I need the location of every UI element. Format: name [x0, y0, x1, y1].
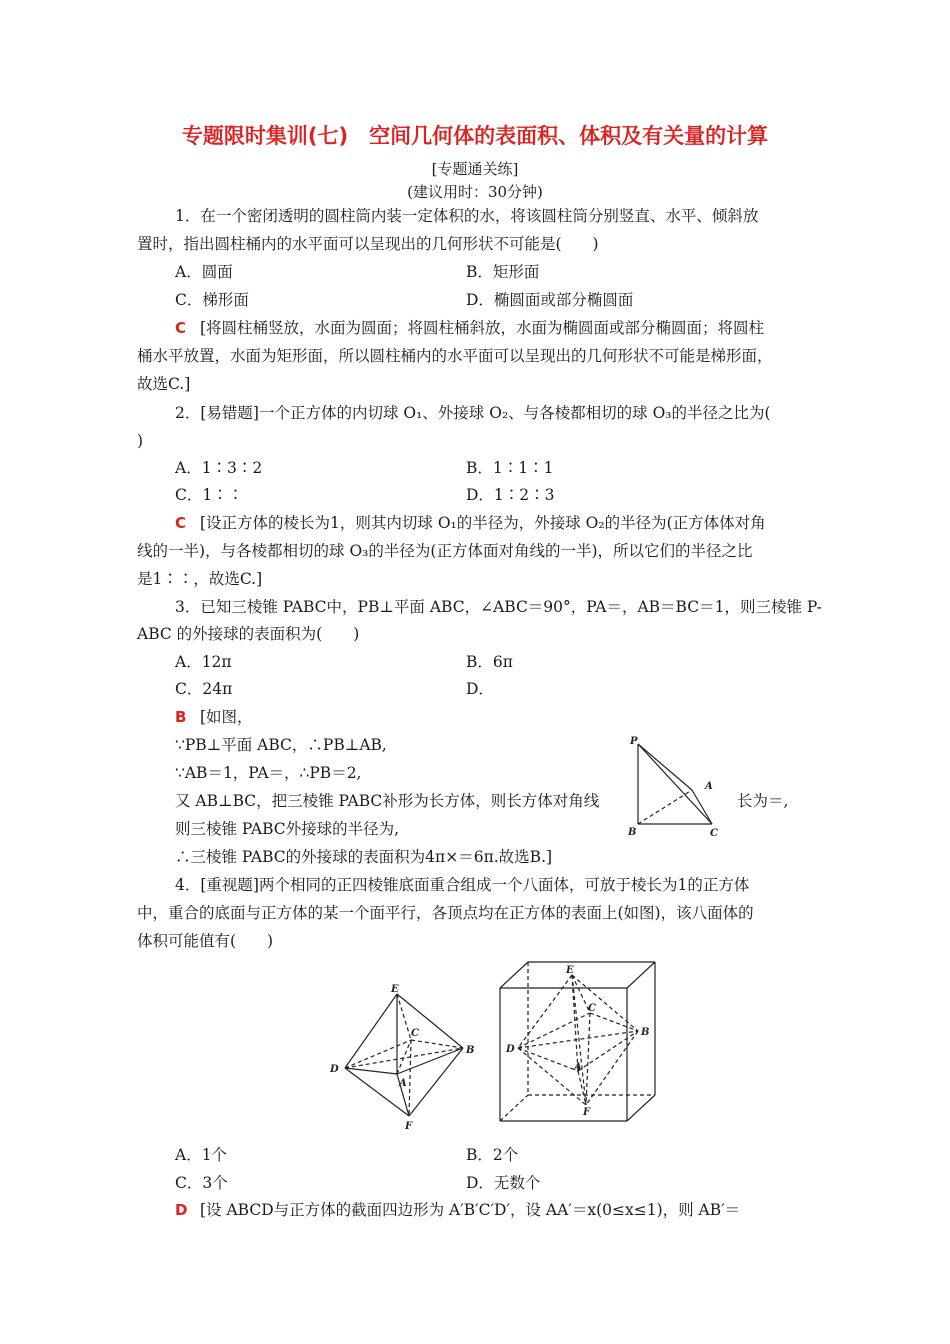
octa-edge — [518, 975, 572, 1048]
q1-option-b: B．矩形面 — [466, 263, 540, 281]
edge-eb — [397, 994, 463, 1048]
label-b: B — [628, 827, 637, 838]
q3-solution-line3: ∵AB＝1，PA＝，∴PB＝2, — [175, 764, 362, 782]
edge-df — [345, 1068, 409, 1116]
time-hint: (建议用时：30分钟) — [407, 183, 543, 201]
label-a: A — [705, 781, 713, 792]
q3-option-a: A．12π — [175, 653, 232, 671]
q4-option-c: C．3个 — [175, 1174, 228, 1192]
q4-line2: 中，重合的底面与正方体的某一个面平行，各顶点均在正方体的表面上(如图)，该八面体的 — [137, 904, 754, 922]
q2-line1: 2．[易错题]一个正方体的内切球 O₁、外接球 O₂、与各棱都相切的球 O₃的半径之比为( — [175, 404, 771, 422]
edge-ab-hidden — [638, 790, 692, 824]
label-d: D — [330, 1064, 339, 1075]
q2-option-d: D．1∶2∶3 — [466, 486, 555, 504]
q2-line2: ) — [137, 432, 144, 450]
q1-option-d: D．椭圆面或部分椭圆面 — [466, 291, 634, 309]
label-c: C — [411, 1028, 419, 1039]
edge-ec-hidden — [397, 994, 411, 1040]
octa-edge — [590, 1013, 638, 1031]
q3-solution-line2: ∵PB⊥平面 ABC，∴PB⊥AB, — [175, 736, 387, 754]
label-p: P — [630, 736, 638, 747]
label-c: C — [710, 828, 718, 839]
octa-edge — [586, 1031, 638, 1105]
octahedron-figure — [325, 982, 480, 1134]
q3-line2: ABC 的外接球的表面积为( ) — [137, 625, 360, 643]
edge-ac — [692, 790, 712, 824]
q2-solution-line3: 是1∶∶，故选C.] — [137, 570, 263, 588]
q4-option-a: A．1个 — [175, 1146, 228, 1164]
label-e: E — [391, 984, 399, 995]
edge-cf-hidden — [409, 1040, 411, 1116]
edge-da — [345, 1068, 397, 1074]
page-title: 专题限时集训(七) 空间几何体的表面积、体积及有关量的计算 — [181, 124, 769, 148]
cube-edge — [627, 962, 655, 988]
edge-pc — [638, 744, 712, 824]
label-f: F — [405, 1121, 413, 1132]
q3-option-b: B．6π — [466, 653, 513, 671]
octa-edge — [578, 1031, 638, 1071]
q1-line1: 1．在一个密闭透明的圆柱筒内装一定体积的水，将该圆柱筒分别竖直、水平、倾斜放 — [175, 207, 759, 225]
octa-edge — [518, 1048, 578, 1071]
q4-solution-line1: [设 ABCD与正方体的截面四边形为 A′B′C′D′，设 AA′＝x(0≤x≤1)，则 AB′＝ — [200, 1201, 741, 1219]
section-label: [专题通关练] — [431, 160, 519, 178]
q1-solution-line3: 故选C.] — [137, 375, 191, 393]
q3-option-d: D． — [466, 680, 494, 698]
octa-edge — [586, 1013, 590, 1105]
octa-edge — [572, 975, 578, 1071]
q1-option-c: C．梯形面 — [175, 291, 249, 309]
q4-option-d: D．无数个 — [466, 1174, 541, 1192]
q4-answer: D — [175, 1201, 188, 1219]
q3-solution-line4: 又 AB⊥BC，把三棱锥 PABC补形为长方体，则长方体对角线 — [175, 792, 600, 810]
q1-solution-line2: 桶水平放置，水面为矩形面，所以圆柱桶内的水平面可以呈现出的几何形状不可能是梯形面， — [137, 347, 773, 365]
q1-answer: C — [175, 319, 187, 337]
q4-option-b: B．2个 — [466, 1146, 519, 1164]
edge-pa — [638, 744, 692, 790]
q2-option-c: C．1∶∶ — [175, 486, 244, 504]
q4-line1: 4．[重视题]两个相同的正四棱锥底面重合组成一个八面体，可放于棱长为1的正方体 — [175, 876, 750, 894]
q1-line2: 置时，指出圆柱桶内的水平面可以呈现出的几何形状不可能是( ) — [137, 235, 599, 253]
q2-solution-line2: 线的一半)，与各棱都相切的球 O₃的半径为(正方体面对角线的一半)，所以它们的半径之比 — [137, 542, 753, 560]
cube-octahedron-figure — [490, 955, 665, 1130]
q3-solution-line6: ∴三棱锥 PABC的外接球的表面积为4π×＝6π.故选B.] — [175, 848, 553, 866]
label-f: F — [583, 1107, 591, 1118]
cube-edge-hidden — [500, 1095, 528, 1121]
q3-solution-line5: 则三棱锥 PABC外接球的半径为, — [175, 820, 400, 838]
label-a: A — [399, 1078, 407, 1089]
label-c: C — [588, 1003, 596, 1014]
label-b: B — [466, 1045, 475, 1056]
label-a: A — [574, 1062, 582, 1073]
label-b: B — [641, 1027, 650, 1038]
label-d: D — [506, 1044, 515, 1055]
pyramid-figure — [620, 732, 730, 840]
q2-option-b: B．1∶1∶1 — [466, 459, 554, 477]
q3-option-c: C．24π — [175, 680, 233, 698]
q3-answer: B — [175, 708, 187, 726]
q3-solution-line4-cont: 长为＝, — [737, 792, 789, 810]
q1-option-a: A．圆面 — [175, 263, 233, 281]
octa-edge — [572, 975, 638, 1031]
q2-answer: C — [175, 514, 187, 532]
label-e: E — [566, 965, 574, 976]
q1-solution-line1: [将圆柱桶竖放，水面为圆面；将圆柱桶斜放，水面为椭圆面或部分椭圆面；将圆柱 — [200, 319, 765, 337]
q4-line3: 体积可能值有( ) — [137, 932, 274, 950]
q2-solution-line1: [设正方体的棱长为1，则其内切球 O₁的半径为，外接球 O₂的半径为(正方体体对角 — [200, 514, 766, 532]
q2-option-a: A．1∶3∶2 — [175, 459, 263, 477]
cube-edge — [500, 962, 528, 988]
cube-edge — [627, 1095, 655, 1121]
q3-line1: 3．已知三棱锥 PABC中，PB⊥平面 ABC，∠ABC＝90°，PA＝，AB＝BC＝1，则三棱锥 P- — [175, 598, 822, 616]
q3-solution-line1: [如图， — [200, 708, 253, 726]
